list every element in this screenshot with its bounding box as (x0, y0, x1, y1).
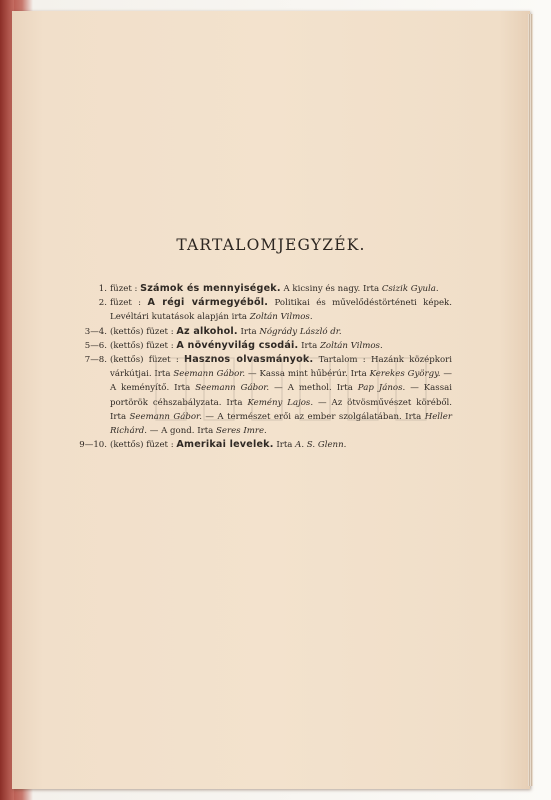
toc-entry-number: 3—4. (84, 326, 107, 337)
toc-entry-fragment: A kicsiny és nagy. Irta (280, 284, 382, 294)
toc-entry-title: Amerikai levelek. (176, 439, 274, 451)
toc-entry-fragment: — Az ötvösművészet köréből. Irta (110, 397, 452, 422)
toc-entry-fragment: Tartalom : Hazánk középkori várkútjai. Irta (110, 355, 452, 380)
toc-entry-fragment: Politikai és művelődéstörténeti képek. Levéltári kutatások alapján irta (110, 298, 452, 323)
toc-entry-number: 5—6. (84, 340, 107, 351)
toc-entry-fragment: füzet : (110, 298, 148, 309)
toc-entry-fragment: — A gond. Irta (147, 426, 217, 437)
toc-entry (76, 282, 452, 296)
toc-entry-title: Hasznos olvasmányok. (184, 354, 314, 366)
toc-entry-author: Seres Imre. (216, 426, 267, 437)
toc-entry-number: 9—10. (79, 440, 107, 451)
toc-entry-title: Az alkohol. (176, 325, 238, 337)
toc-entry (76, 325, 452, 339)
toc-entry (76, 296, 452, 324)
toc-entry-number: 7—8. (84, 355, 107, 366)
toc-entry-fragment: — Kassai portörök céhszabályzata. Irta (110, 383, 452, 408)
toc-entry-text (110, 438, 452, 452)
toc-entry-author: Nógrády László dr. (259, 326, 342, 337)
toc-entry-fragment: (kettős) füzet : (110, 440, 177, 451)
page-title: TARTALOMJEGYZÉK. (176, 236, 366, 254)
toc-entry-author: Seemann Gábor. (173, 369, 246, 380)
toc-entry-fragment: Irta (298, 340, 320, 351)
toc-entry-text (110, 282, 452, 296)
toc-entry-fragment: (kettős) füzet : (110, 355, 184, 366)
watermark-logo (148, 340, 438, 440)
toc-entry-title: A növényvilág csodái. (176, 339, 299, 351)
toc-entry-author: Csizik Gyula. (381, 284, 439, 294)
toc-entry-author: Heller Richárd. (110, 411, 452, 437)
toc-entry-author: A. S. Glenn. (295, 440, 347, 451)
toc-entry-number: 1. (98, 284, 107, 294)
toc-entry-number: 2. (98, 298, 107, 309)
toc-entry-author: Zoltán Vilmos. (249, 312, 313, 323)
toc-entry-fragment: Irta (237, 326, 260, 337)
toc-entry (76, 438, 452, 452)
toc-entry-fragment: — Kassa mint hűbérúr. Irta (245, 369, 370, 380)
toc-entry-fragment: füzet : (110, 284, 141, 294)
toc-entry-author: Kemény Lajos. (247, 397, 314, 408)
toc-entry-title: A régi vármegyéből. (147, 297, 269, 309)
page-edge (528, 14, 533, 786)
toc-entry-author: Zoltán Vilmos. (319, 340, 383, 351)
toc-entry-fragment: — A természet erői az ember szolgálatában. Irta (201, 411, 425, 422)
toc-entry-fragment: — A methol. Irta (269, 383, 358, 394)
toc-entry-fragment: Irta (273, 440, 296, 451)
toc-entry-author: Pap János. (357, 383, 406, 394)
toc-entry-title: Számok és mennyiségek. (140, 283, 281, 294)
toc-entry-author: Kerekes György. (369, 369, 441, 380)
toc-entry-text (110, 296, 452, 324)
toc-entry-fragment: — A keményítő. Irta (110, 369, 452, 394)
toc-entry-author: Seemann Gábor. (129, 411, 202, 422)
toc-entry-text (110, 325, 452, 339)
toc-entry-fragment: (kettős) füzet : (110, 326, 177, 337)
toc-entry-fragment: (kettős) füzet : (110, 340, 177, 351)
toc-entry-author: Seemann Gábor. (195, 383, 270, 394)
